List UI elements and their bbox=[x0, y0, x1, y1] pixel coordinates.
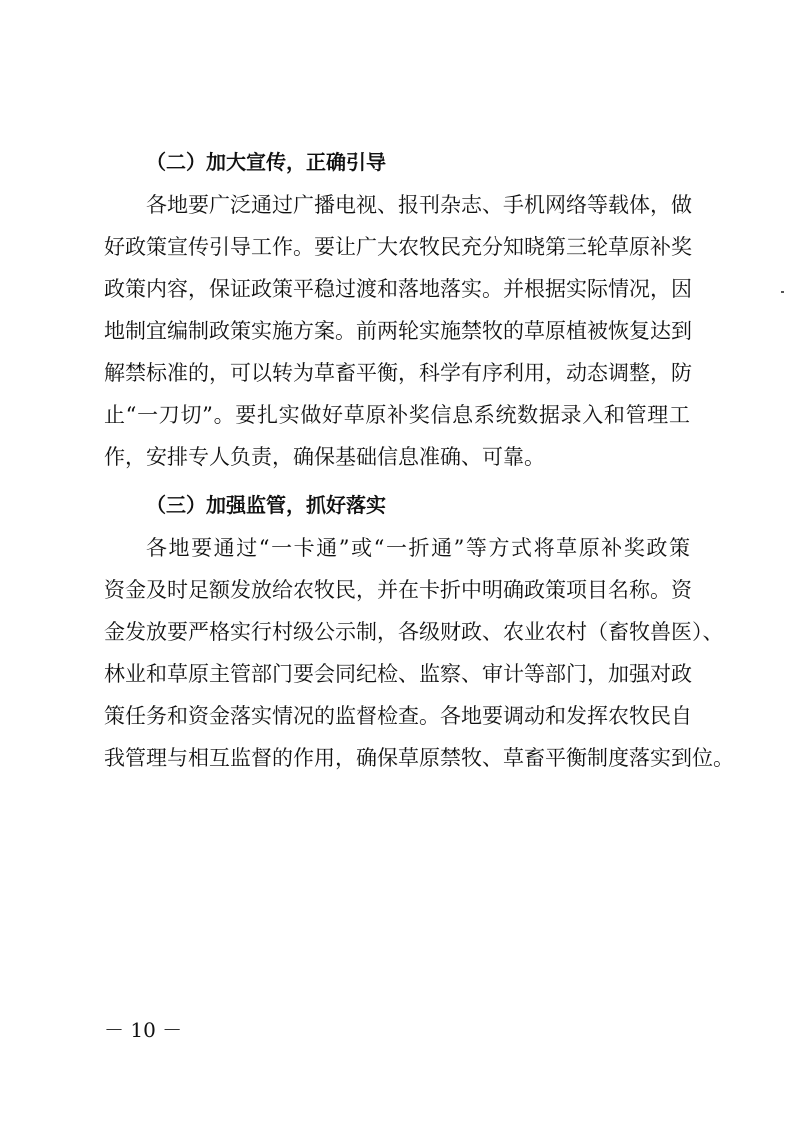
paragraph-line: 林业和草原主管部门要会同纪检、监察、审计等部门，加强对政 bbox=[104, 662, 692, 686]
paragraph-line: 作，安排专人负责，确保基础信息准确、可靠。 bbox=[104, 445, 545, 469]
paragraph-line: 策任务和资金落实情况的监督检查。各地要调动和发挥农牧民自 bbox=[104, 704, 692, 728]
paragraph-line: 地制宜编制政策实施方案。前两轮实施禁牧的草原植被恢复达到 bbox=[104, 319, 692, 343]
section-heading-supervision: （三）加强监管，抓好落实 bbox=[146, 493, 386, 517]
section-heading-publicity: （二）加大宣传，正确引导 bbox=[146, 150, 386, 174]
page-number: － 10 － bbox=[104, 1018, 183, 1042]
paragraph-line: 金发放要严格实行村级公示制，各级财政、农业农村（畜牧兽医）、 bbox=[104, 620, 724, 644]
paragraph-line: 资金及时足额发放给农牧民，并在卡折中明确政策项目名称。资 bbox=[104, 578, 692, 602]
paragraph-line: 各地要通过“一卡通”或“一折通”等方式将草原补奖政策 bbox=[146, 536, 690, 560]
paragraph-line: 政策内容，保证政策平稳过渡和落地落实。并根据实际情况，因 bbox=[104, 277, 692, 301]
paragraph-line: 好政策宣传引导工作。要让广大农牧民充分知晓第三轮草原补奖 bbox=[104, 235, 692, 259]
margin-mark bbox=[781, 291, 784, 293]
paragraph-line: 止“一刀切”。要扎实做好草原补奖信息系统数据录入和管理工 bbox=[104, 403, 690, 427]
paragraph-line: 各地要广泛通过广播电视、报刊杂志、手机网络等载体，做 bbox=[146, 193, 692, 217]
paragraph-line: 解禁标准的，可以转为草畜平衡，科学有序利用，动态调整，防 bbox=[104, 361, 692, 385]
paragraph-line: 我管理与相互监督的作用，确保草原禁牧、草畜平衡制度落实到位。 bbox=[104, 746, 734, 770]
